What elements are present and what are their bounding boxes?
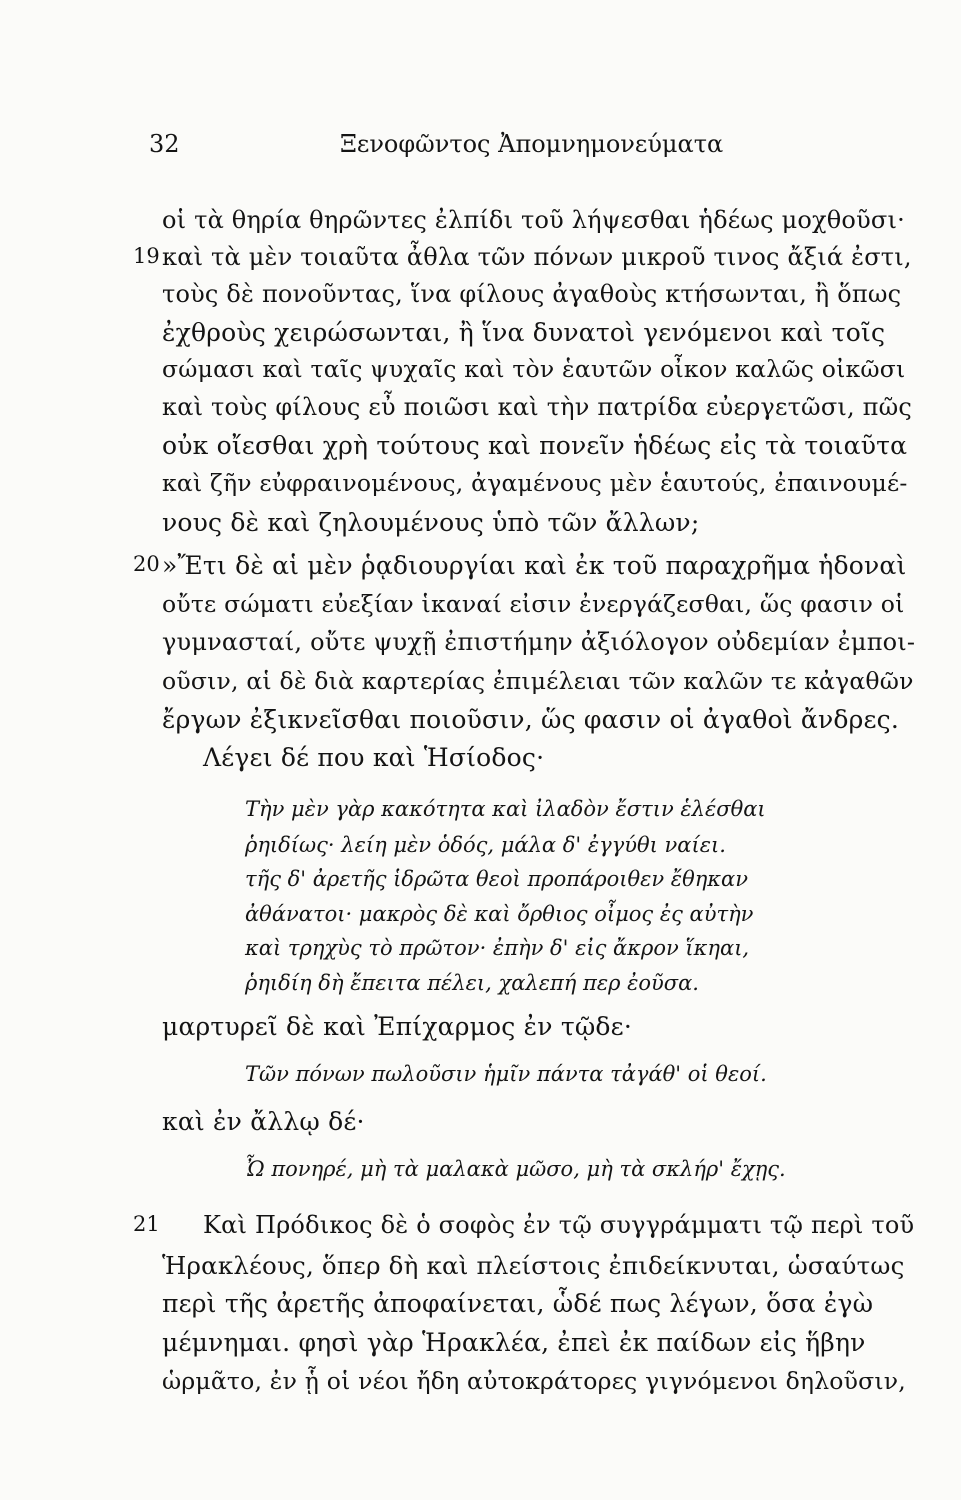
verse-line: Τῶν πόνων πωλοῦσιν ἡμῖν πάντα τἀγάθ' οἱ θεοί. <box>245 1062 767 1086</box>
text-line: ὡρμᾶτο, ἐν ᾗ οἱ νέοι ἤδη αὐτοκράτορες γιγνόμενοι δηλοῦσιν, <box>162 1367 906 1395</box>
text-line: καὶ ἐν ἄλλῳ δέ· <box>162 1107 365 1136</box>
verse-line: ῥηιδίως· λείη μὲν ὁδός, μάλα δ' ἐγγύθι ναίει. <box>245 833 726 857</box>
text-line: οὔτε σώματι εὐεξίαν ἱκαναί εἰσιν ἐνεργάζεσθαι, ὥς φασιν οἱ <box>162 590 905 618</box>
text-line: τοὺς δὲ πονοῦντας, ἵνα φίλους ἀγαθοὺς κτήσωνται, ἢ ὅπως <box>162 280 902 308</box>
text-line: Ἡρακλέους, ὅπερ δὴ καὶ πλείστοις ἐπιδείκνυται, ὡσαύτως <box>162 1251 905 1280</box>
text-line: Καὶ Πρόδικος δὲ ὁ σοφὸς ἐν τῷ συγγράμματι τῷ περὶ τοῦ <box>203 1211 915 1239</box>
verse-line: Ὦ πονηρέ, μὴ τὰ μαλακὰ μῶσο, μὴ τὰ σκλήρ' ἔχῃς. <box>245 1157 786 1181</box>
text-line: »Ἔτι δὲ αἱ μὲν ῥᾳδιουργίαι καὶ ἐκ τοῦ παραχρῆμα ἡδοναὶ <box>162 551 907 580</box>
text-line: σώμασι καὶ ταῖς ψυχαῖς καὶ τὸν ἑαυτῶν οἶκον καλῶς οἰκῶσι <box>162 355 906 383</box>
text-line: μαρτυρεῖ δὲ καὶ Ἐπίχαρμος ἐν τῷδε· <box>162 1012 632 1041</box>
verse-line: Τὴν μὲν γὰρ κακότητα καὶ ἰλαδὸν ἔστιν ἑλέσθαι <box>245 797 766 821</box>
section-number-19: 19 <box>133 244 160 268</box>
text-line: καὶ ζῆν εὐφραινομένους, ἀγαμένους μὲν ἑαυτούς, ἐπαινουμέ- <box>162 469 908 497</box>
text-line: οὐκ οἴεσθαι χρὴ τούτους καὶ πονεῖν ἡδέως εἰς τὰ τοιαῦτα <box>162 431 908 460</box>
verse-line: καὶ τρηχὺς τὸ πρῶτον· ἐπὴν δ' εἰς ἄκρον ἵκηαι, <box>245 936 750 960</box>
text-line: καὶ τοὺς φίλους εὖ ποιῶσι καὶ τὴν πατρίδα εὐεργετῶσι, πῶς <box>162 393 913 421</box>
text-line: ἔργων ἐξικνεῖσθαι ποιοῦσιν, ὥς φασιν οἱ ἀγαθοὶ ἄνδρες. <box>162 705 900 734</box>
section-number-20: 20 <box>133 552 160 576</box>
text-line: οῦσιν, αἱ δὲ διὰ καρτερίας ἐπιμέλειαι τῶν καλῶν τε κἀγαθῶν <box>162 667 914 695</box>
text-line: περὶ τῆς ἀρετῆς ἀποφαίνεται, ὧδέ πως λέγων, ὅσα ἐγὼ <box>162 1289 874 1318</box>
verse-line: ἀθάνατοι· μακρὸς δὲ καὶ ὄρθιος οἶμος ἐς αὐτὴν <box>245 902 754 926</box>
text-line: μέμνημαι. φησὶ γὰρ Ἡρακλέα, ἐπεὶ ἐκ παίδων εἰς ἥβην <box>162 1328 866 1357</box>
section-number-21: 21 <box>133 1212 160 1236</box>
text-line: οἱ τὰ θηρία θηρῶντες ἐλπίδι τοῦ λήψεσθαι ἡδέως μοχθοῦσι· <box>162 206 905 234</box>
text-line: Λέγει δέ που καὶ Ἡσίοδος· <box>203 743 545 772</box>
text-line: νους δὲ καὶ ζηλουμένους ὑπὸ τῶν ἄλλων; <box>162 508 700 537</box>
page-header <box>0 130 961 162</box>
text-line: ἐχθροὺς χειρώσωνται, ἢ ἵνα δυνατοὶ γενόμενοι καὶ τοῖς <box>162 318 886 347</box>
verse-line: ῥηιδίη δὴ ἔπειτα πέλει, χαλεπή περ ἐοῦσα. <box>245 971 699 995</box>
text-line: καὶ τὰ μὲν τοιαῦτα ἆθλα τῶν πόνων μικροῦ τινος ἄξιά ἐστι, <box>162 243 912 271</box>
page-number: 32 <box>149 130 180 158</box>
verse-line: τῆς δ' ἀρετῆς ἱδρῶτα θεοὶ προπάροιθεν ἔθηκαν <box>245 867 749 891</box>
text-line: γυμνασταί, οὔτε ψυχῇ ἐπιστήμην ἀξιόλογον οὐδεμίαν ἐμποι- <box>162 628 916 656</box>
running-title: Ξενοφῶντος Ἀπομνημονεύματα <box>340 130 724 158</box>
